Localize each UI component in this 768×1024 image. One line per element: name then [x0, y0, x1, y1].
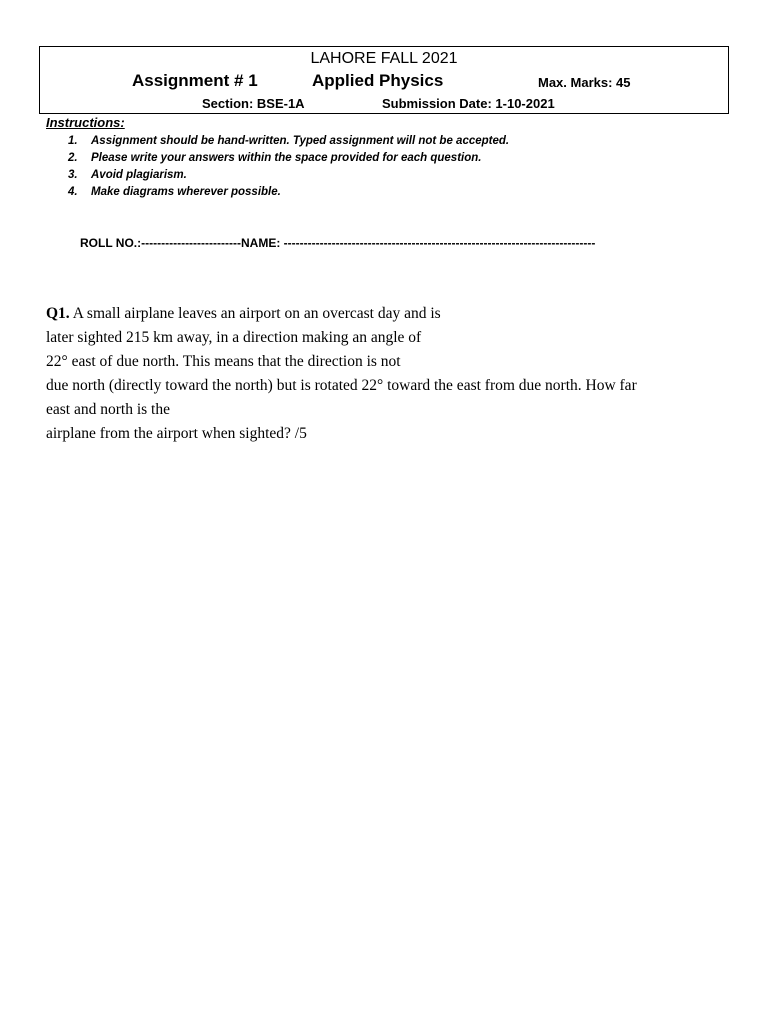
instruction-text: Assignment should be hand-written. Typed assignment will not be accepted. — [91, 135, 510, 147]
instruction-text: Avoid plagiarism. — [91, 169, 187, 181]
question-line: later sighted 215 km away, in a direction making an angle of — [46, 329, 422, 346]
question-text: A small airplane leaves an airport on an overcast day and is — [69, 305, 441, 322]
question-number: Q1. — [46, 305, 70, 322]
question-line: due north (directly toward the north) but is rotated 22° toward the east from due north. How far — [46, 377, 637, 394]
section-label: Section: BSE-1A — [202, 96, 305, 111]
instruction-item — [68, 150, 509, 167]
instruction-number: 3. — [68, 169, 78, 181]
instruction-item — [68, 184, 509, 201]
roll-name-line: ROLL NO.:-------------------------NAME: ------------------------------------------------------------------------------ — [80, 236, 596, 250]
header-box — [39, 46, 729, 114]
question-line: airplane from the airport when sighted? /5 — [46, 425, 307, 442]
question-line — [46, 302, 736, 326]
instruction-item — [68, 133, 509, 150]
assignment-number: Assignment # 1 — [132, 71, 258, 90]
instruction-number: 4. — [68, 186, 78, 198]
instruction-number: 2. — [68, 152, 78, 164]
instructions-list — [68, 133, 509, 201]
instruction-item — [68, 167, 509, 184]
instruction-number: 1. — [68, 135, 78, 147]
instructions-title: Instructions: — [46, 115, 125, 130]
max-marks: Max. Marks: 45 — [538, 75, 631, 90]
university-title: LAHORE FALL 2021 — [310, 50, 458, 67]
question-line: east and north is the — [46, 401, 170, 418]
instruction-text: Make diagrams wherever possible. — [91, 186, 281, 198]
question-line: 22° east of due north. This means that the direction is not — [46, 353, 401, 370]
instruction-text: Please write your answers within the space provided for each question. — [91, 152, 482, 164]
question-1 — [46, 302, 736, 446]
course-title: Applied Physics — [312, 71, 444, 90]
submission-date: Submission Date: 1-10-2021 — [382, 96, 555, 111]
